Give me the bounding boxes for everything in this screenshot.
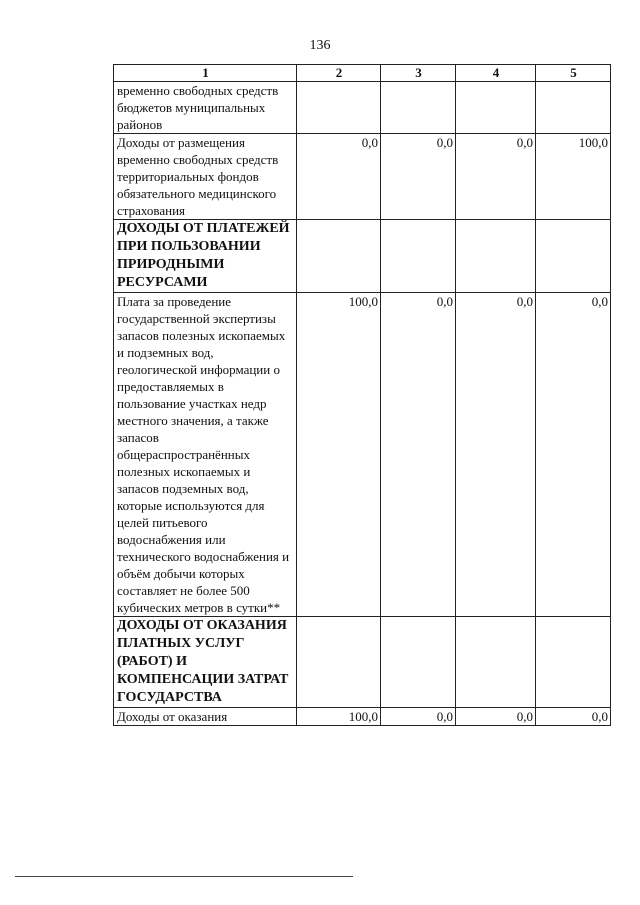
table-section-row [114, 220, 611, 293]
table-section-row [114, 617, 611, 708]
row-label: Доходы от размещения временно свободных средств территориальных фондов обязательного медицинского страхования [114, 134, 297, 220]
row-value-col2 [297, 220, 381, 293]
column-header-2: 2 [297, 65, 381, 82]
page-number: 136 [309, 38, 331, 53]
row-value-col3 [381, 220, 456, 293]
row-value-col4 [456, 220, 536, 293]
column-header-3: 3 [381, 65, 456, 82]
row-label: временно свободных средств бюджетов муниципальных районов [114, 82, 297, 134]
row-value-col2: 100,0 [297, 708, 381, 726]
row-value-col4: 0,0 [456, 293, 536, 617]
table-row [114, 134, 611, 220]
row-value-col5: 0,0 [536, 708, 611, 726]
footnote-separator [15, 876, 353, 877]
row-value-col4: 0,0 [456, 134, 536, 220]
row-value-col4 [456, 617, 536, 708]
row-value-col2: 0,0 [297, 134, 381, 220]
section-heading: ДОХОДЫ ОТ ОКАЗАНИЯ ПЛАТНЫХ УСЛУГ (РАБОТ) И КОМПЕНСАЦИИ ЗАТРАТ ГОСУДАРСТВА [114, 617, 297, 708]
row-value-col2 [297, 82, 381, 134]
column-header-5: 5 [536, 65, 611, 82]
table-header-row [114, 65, 611, 82]
revenue-table [113, 64, 611, 726]
row-value-col3: 0,0 [381, 708, 456, 726]
section-heading: ДОХОДЫ ОТ ПЛАТЕЖЕЙ ПРИ ПОЛЬЗОВАНИИ ПРИРОДНЫМИ РЕСУРСАМИ [114, 220, 297, 293]
row-value-col2: 100,0 [297, 293, 381, 617]
row-label: Доходы от оказания [114, 708, 297, 726]
table-row [114, 82, 611, 134]
row-value-col5 [536, 617, 611, 708]
row-value-col3 [381, 82, 456, 134]
row-label: Плата за проведение государственной экспертизы запасов полезных ископаемых и подземных вод, геологической информации о предоставляемых в пользование участках недр местного значения, а также запасов общераспространённых полезных ископаемых и запасов подземных вод, которые используются для целей питьевого водоснабжения или технического водоснабжения и объём добычи которых составляет не более 500 кубических метров в сутки** [114, 293, 297, 617]
table-row [114, 293, 611, 617]
row-value-col5: 0,0 [536, 293, 611, 617]
row-value-col4 [456, 82, 536, 134]
row-value-col5 [536, 220, 611, 293]
row-value-col5: 100,0 [536, 134, 611, 220]
row-value-col4: 0,0 [456, 708, 536, 726]
row-value-col3: 0,0 [381, 293, 456, 617]
row-value-col5 [536, 82, 611, 134]
column-header-4: 4 [456, 65, 536, 82]
row-value-col3: 0,0 [381, 134, 456, 220]
row-value-col3 [381, 617, 456, 708]
row-value-col2 [297, 617, 381, 708]
column-header-1: 1 [114, 65, 297, 82]
table-row [114, 708, 611, 726]
